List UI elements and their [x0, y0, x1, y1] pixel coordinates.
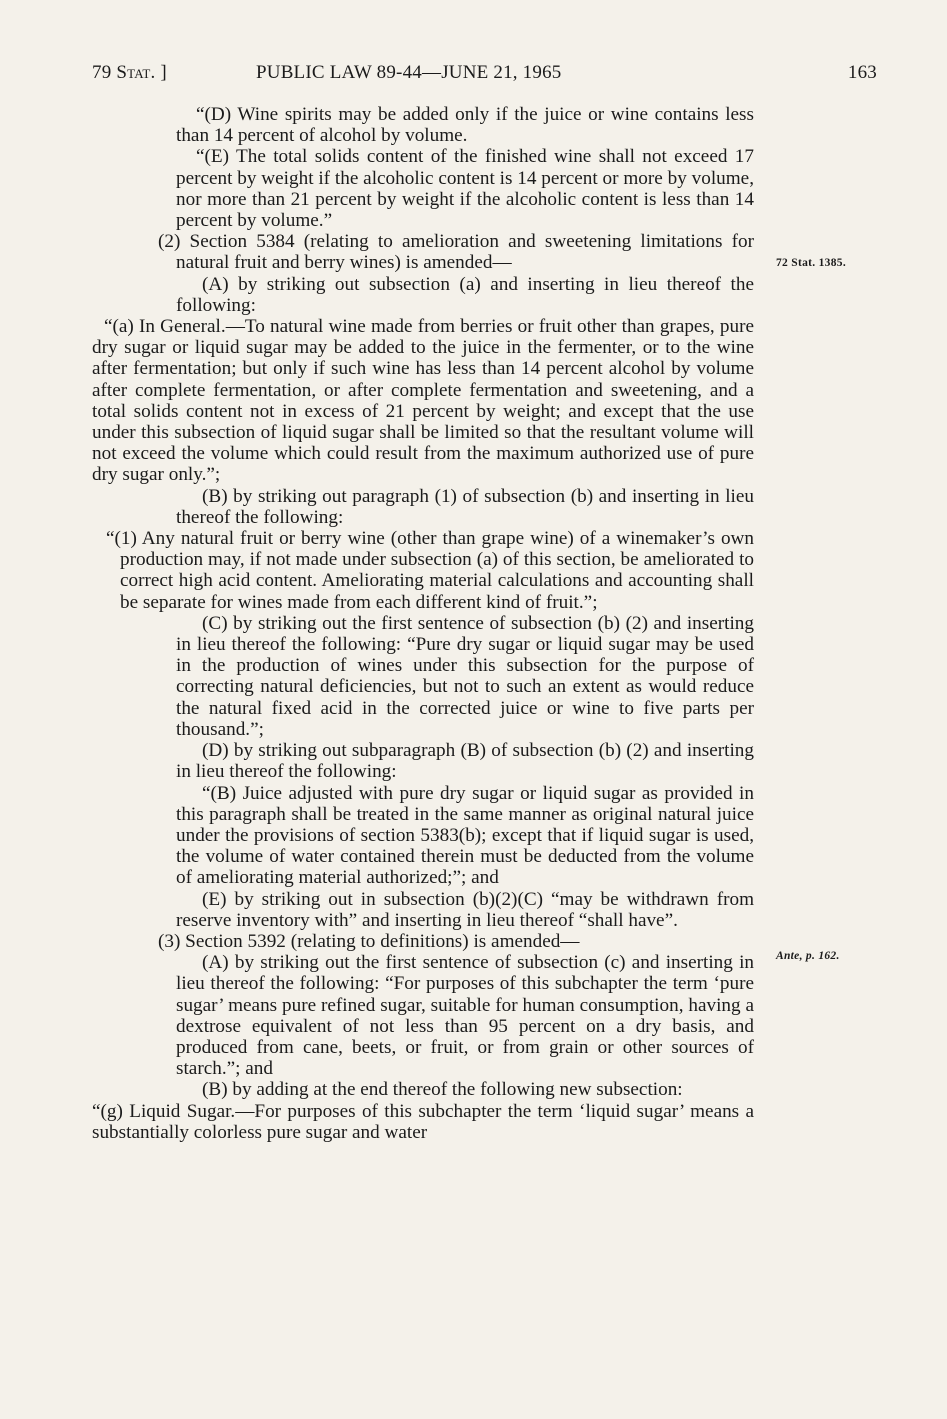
paragraph-d-wine-spirits: “(D) Wine spirits may be added only if the juice or wine contains less than 14 percent of alcohol by volume.	[176, 104, 754, 147]
item-e-strike-withdrawn: (E) by striking out in subsection (b)(2)(C) “may be withdrawn from reserve inventory with” and inserting in lieu thereof “shall have”.	[176, 888, 754, 931]
item-b-new-subsection: (B) by adding at the end thereof the following new subsection:	[202, 1079, 683, 1101]
margin-note-ante: Ante, p. 162.	[776, 950, 840, 962]
item-a-strike-subsection-a: (A) by striking out subsection (a) and inserting in lieu thereof the following:	[176, 273, 754, 316]
paragraph-3-section-5392: (3) Section 5392 (relating to definitions) is amended—	[158, 930, 580, 952]
item-a-pure-sugar-definition: (A) by striking out the first sentence of subsection (c) and inserting in lieu thereof the following: “For purposes of this subchapter the term ‘pure sugar’ means pure refined sugar, suitable for human consumption, having a dextrose equivalent of not less than 95 percent on a dry basis, and produced from cane, beets, or fruit, or from grain or other sources of starch.”; and	[176, 952, 754, 1080]
statute-reference: 79 Stat. ]	[92, 62, 167, 83]
quoted-a-in-general: “(a) In General.—To natural wine made from berries or fruit other than grapes, pure dry sugar or liquid sugar may be added to the juice in the fermenter, or to the wine after fermentation; but only if such wine has less than 14 percent alcohol by volume after complete fermentation, or after complete fermentation and sweetening, and a total solids content not in excess of 21 percent by weight; and except that the use under this subsection of liquid sugar shall be limited so that the resultant volume will not exceed the volume which could result from the maximum authorized use of pure dry sugar only.”;	[92, 316, 754, 486]
quoted-1-natural-fruit: “(1) Any natural fruit or berry wine (other than grape wine) of a winemaker’s own production may, if not made under subsection (a) of this section, be ameliorated to correct high acid content. Ameliorating material calculations and accounting shall be separate for wines made from each different kind of fruit.”;	[106, 528, 754, 613]
document-body	[92, 104, 754, 1143]
law-title: PUBLIC LAW 89-44—JUNE 21, 1965	[256, 62, 562, 83]
paragraph-2-section-5384: (2) Section 5384 (relating to amelioration and sweetening limitations for natural fruit and berry wines) is amended—	[158, 231, 754, 274]
item-d-strike-subparagraph-b: (D) by striking out subparagraph (B) of subsection (b) (2) and inserting in lieu thereof the following:	[176, 740, 754, 783]
page-number: 163	[847, 62, 877, 83]
quoted-b-juice-adjusted: “(B) Juice adjusted with pure dry sugar or liquid sugar as provided in this paragraph shall be treated in the same manner as original natural juice under the provisions of section 5383(b); except that if liquid sugar is used, the volume of water contained therein must be deducted from the volume of ameliorating material authorized;”; and	[176, 782, 754, 889]
margin-note-72-stat: 72 Stat. 1385.	[776, 257, 847, 269]
paragraph-e-solids-content: “(E) The total solids content of the finished wine shall not exceed 17 percent by weight if the alcoholic content is 14 percent or more by volume, nor more than 21 percent by weight if the alcoholic content is less than 14 percent by volume.”	[176, 146, 754, 232]
item-b-strike-paragraph-1: (B) by striking out paragraph (1) of subsection (b) and inserting in lieu thereof the following:	[176, 485, 754, 528]
item-c-strike-first-sentence: (C) by striking out the first sentence of subsection (b) (2) and inserting in lieu thereof the following: “Pure dry sugar or liquid sugar may be used in the production of wines under this subsection for the purpose of correcting natural deficiencies, but not to such an extent as would reduce the natural fixed acid in the corrected juice or wine to five parts per thousand.”;	[176, 612, 754, 740]
quoted-g-liquid-sugar: “(g) Liquid Sugar.—For purposes of this subchapter the term ‘liquid sugar’ means a substantially colorless pure sugar and water	[92, 1100, 754, 1143]
page-header	[92, 62, 877, 90]
